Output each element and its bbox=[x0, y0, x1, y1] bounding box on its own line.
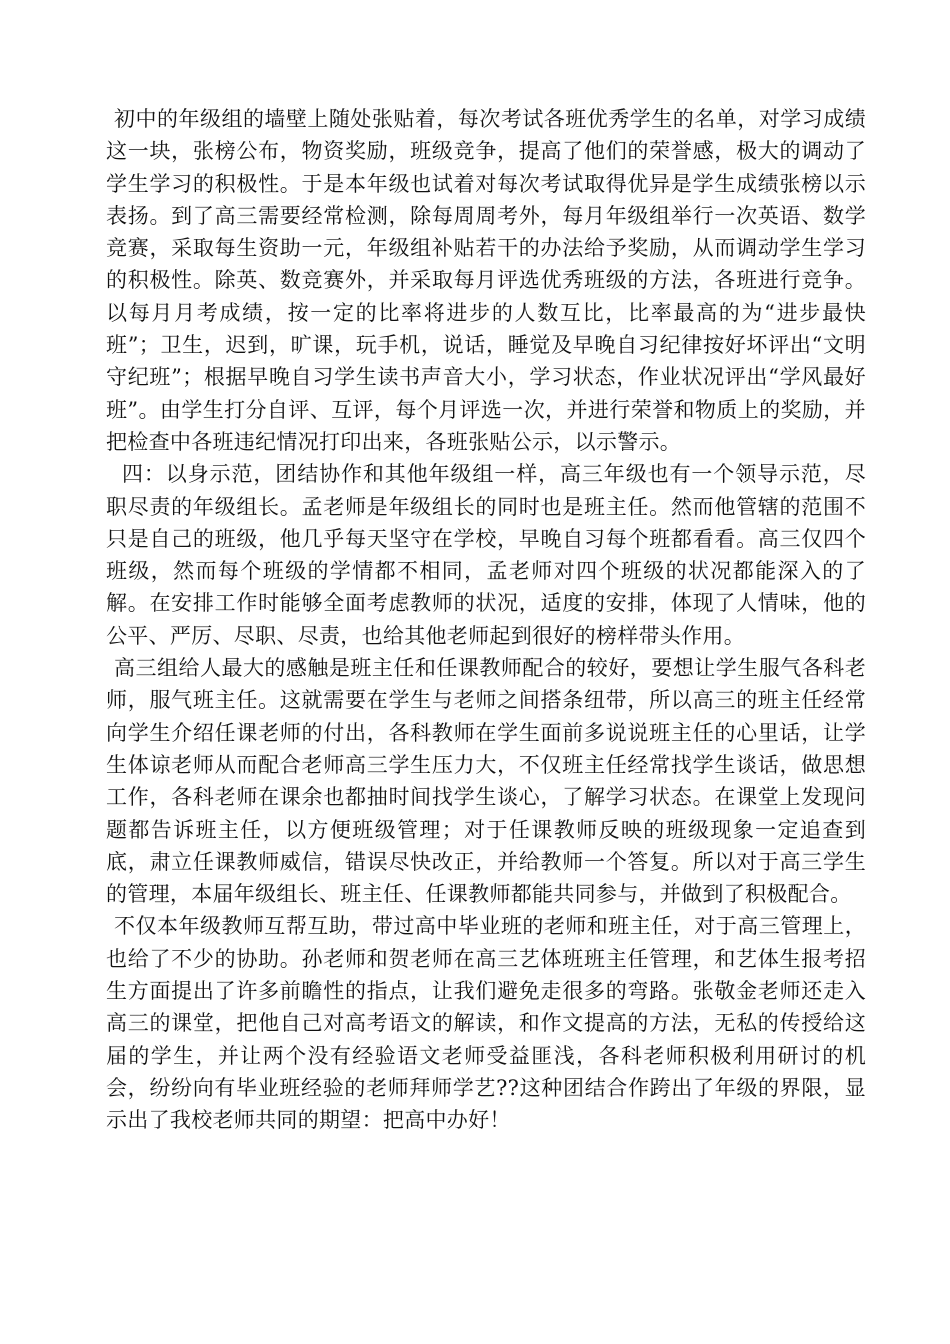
paragraph-2: 四：以身示范，团结协作和其他年级组一样，高三年级也有一个领导示范，尽职尽责的年级组长。孟老师是年级组长的同时也是班主任。然而他管辖的范围不只是自己的班级，他几乎每天坚守在学校，早晚自习每个班都看看。高三仅四个班级，然而每个班级的学情都不相同，孟老师对四个班级的状况都能深入的了解。在安排工作时能够全面考虑教师的状况，适度的安排，体现了人情味，他的公平、严厉、尽职、尽责，也给其他老师起到很好的榜样带头作用。 bbox=[106, 462, 866, 648]
paragraph-3: 高三组给人最大的感触是班主任和任课教师配合的较好，要想让学生服气各科老师，服气班主任。这就需要在学生与老师之间搭条纽带，所以高三的班主任经常向学生介绍任课老师的付出，各科教师在学生面前多说说班主任的心里话，让学生体谅老师从而配合老师高三学生压力大，不仅班主任经常找学生谈话，做思想工作，各科老师在课余也都抽时间找学生谈心，了解学习状态。在课堂上发现问题都告诉班主任，以方便班级管理；对于任课教师反映的班级现象一定追查到底，肃立任课教师威信，错误尽快改正，并给教师一个答复。所以对于高三学生的管理，本届年级组长、班主任、任课教师都能共同参与，并做到了积极配合。 bbox=[106, 656, 866, 907]
paragraph-4: 不仅本年级教师互帮互助，带过高中毕业班的老师和班主任，对于高三管理上，也给了不少的协助。孙老师和贺老师在高三艺体班班主任管理，和艺体生报考招生方面提出了许多前瞻性的指点，让我们避免走很多的弯路。张敬金老师还走入高三的课堂，把他自己对高考语文的解读，和作文提高的方法，无私的传授给这届的学生，并让两个没有经验语文老师受益匪浅，各科老师积极利用研讨的机会，纷纷向有毕业班经验的老师拜师学艺??这种团结合作跨出了年级的界限，显示出了我校老师共同的期望：把高中办好！ bbox=[106, 914, 866, 1133]
paragraph-1: 初中的年级组的墙壁上随处张贴着，每次考试各班优秀学生的名单，对学习成绩这一块，张榜公布，物资奖励，班级竞争，提高了他们的荣誉感，极大的调动了学生学习的积极性。于是本年级也试着对每次考试取得优异是学生成绩张榜以示表扬。到了高三需要经常检测，除每周周考外，每月年级组举行一次英语、数学竞赛，采取每生资助一元，年级组补贴若干的办法给予奖励，从而调动学生学习的积极性。除英、数竞赛外，并采取每月评选优秀班级的方法，各班进行竞争。以每月月考成绩，按一定的比率将进步的人数互比，比率最高的为“进步最快班”；卫生，迟到，旷课，玩手机，说话，睡觉及早晚自习纪律按好坏评出“文明守纪班”；根据早晚自习学生读书声音大小，学习状态，作业状况评出“学风最好班”。由学生打分自评、互评，每个月评选一次，并进行荣誉和物质上的奖励，并把检查中各班违纪情况打印出来，各班张贴公示，以示警示。 bbox=[106, 107, 866, 454]
document-body bbox=[106, 103, 866, 1137]
